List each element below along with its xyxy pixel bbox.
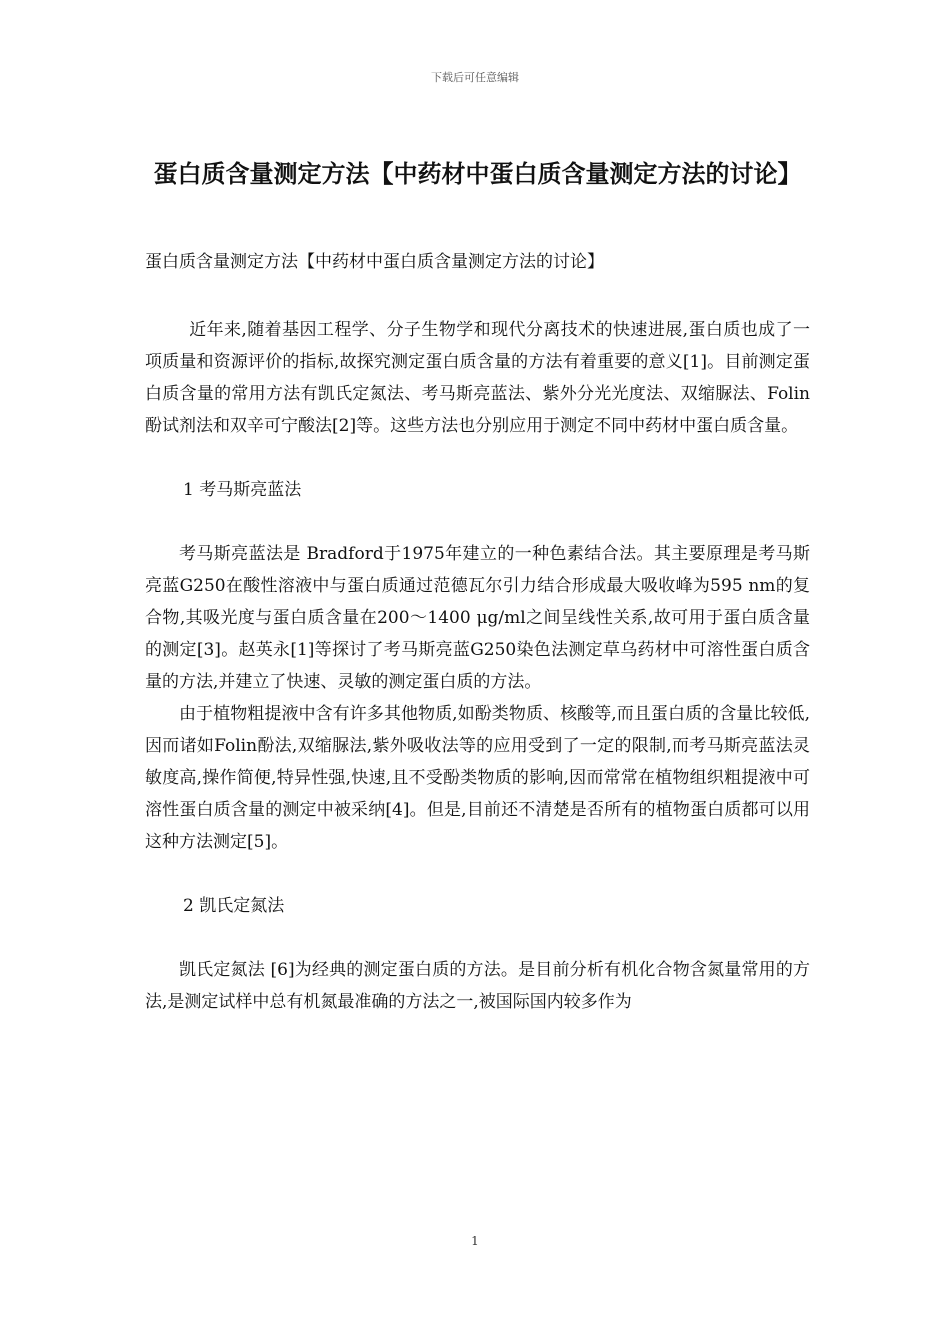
section1-paragraph-2: 由于植物粗提液中含有许多其他物质,如酚类物质、核酸等,而且蛋白质的含量比较低,因而诸如Folin酚法,双缩脲法,紫外吸收法等的应用受到了一定的限制,而考马斯亮蓝法灵敏度高,操作简便,特异性强,快速,且不受酚类物质的影响,因而常常在植物组织粗提液中可溶性蛋白质含量的测定中被采纳[4]。但是,目前还不清楚是否所有的植物蛋白质都可以用这种方法测定[5]。: [145, 704, 810, 852]
header-note: 下载后可任意编辑: [431, 71, 519, 84]
section2-paragraph-1: 凯氏定氮法 [6]为经典的测定蛋白质的方法。是目前分析有机化合物含氮量常用的方法,是测定试样中总有机氮最准确的方法之一,被国际国内较多作为: [145, 960, 810, 1012]
spacer: [145, 858, 810, 890]
section1-paragraph-1: 考马斯亮蓝法是 Bradford于1975年建立的一种色素结合法。其主要原理是考马斯亮蓝G250在酸性溶液中与蛋白质通过范德瓦尔引力结合形成最大吸收峰为595 nm的复合物,其吸光度与蛋白质含量在200～1400 μg/ml之间呈线性关系,故可用于蛋白质含量的测定[3]。赵英永[1]等探讨了考马斯亮蓝G250染色法测定草乌药材中可溶性蛋白质含量的方法,并建立了快速、灵敏的测定蛋白质的方法。: [145, 544, 810, 692]
spacer: [145, 506, 810, 538]
page-number: 1: [471, 1234, 479, 1248]
document-subtitle: 蛋白质含量测定方法【中药材中蛋白质含量测定方法的讨论】: [145, 252, 604, 272]
spacer: [145, 922, 810, 954]
section-heading-1: 1 考马斯亮蓝法: [183, 480, 302, 500]
document-title: 蛋白质含量测定方法【中药材中蛋白质含量测定方法的讨论】: [153, 160, 802, 188]
section-heading-2: 2 凯氏定氮法: [183, 896, 285, 916]
document-body: [145, 246, 810, 1018]
spacer: [145, 442, 810, 474]
spacer: [145, 278, 810, 314]
intro-paragraph: 近年来,随着基因工程学、分子生物学和现代分离技术的快速进展,蛋白质也成了一项质量和资源评价的指标,故探究测定蛋白质含量的方法有着重要的意义[1]。目前测定蛋白质含量的常用方法有凯氏定氮法、考马斯亮蓝法、紫外分光光度法、双缩脲法、Folin酚试剂法和双辛可宁酸法[2]等。这些方法也分别应用于测定不同中药材中蛋白质含量。: [145, 320, 810, 436]
